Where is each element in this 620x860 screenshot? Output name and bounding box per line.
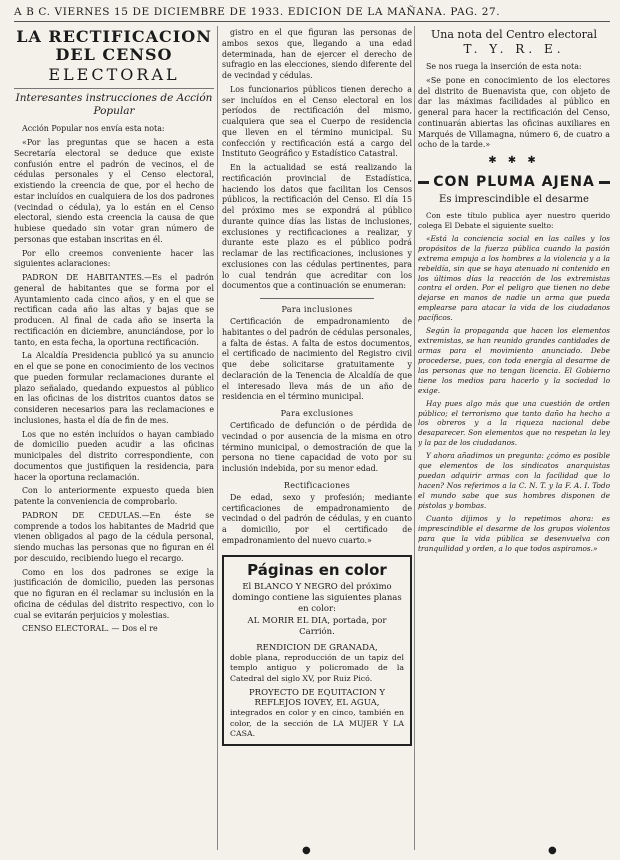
column-rule	[217, 26, 218, 850]
paragraph: «Está la conciencia social en las calles y los propósitos de la fuerza pública cuando la pasión extrema empuja a los hombres a la violencia y a la rebeldía, sin que se haya atenuado ni contenido en los últimos días la reacción de los extremistas contra el orden. Por el peligro que tienen no debe dejarse en manos de nadie un arma que pueda emplearse para atacar la vida de los ciudadanos pacíficos.	[418, 233, 610, 323]
note-subheading: T. Y. R. E.	[463, 42, 565, 56]
article-title: LA RECTIFICACION DEL CENSO	[16, 28, 212, 64]
paragraph: Acción Popular nos envía esta nota:	[22, 124, 165, 134]
banner-bar	[599, 181, 610, 184]
section-heading: Para exclusiones	[280, 409, 354, 418]
paragraph: PADRON DE HABITANTES.—Es el padrón general de habitantes que se forma por el Ayuntamiento cada cinco años, y en el que se rectifican cada año las altas y bajas que se producen. Al final de cada año se inserta la rectificación en diciembre, anunciándose, por lo tanto, en esta fecha, la oportuna rectificación.	[14, 273, 214, 347]
box-item-text: integrados en color y en cinco, también en color, de la sección de LA MUJER Y LA CASA.	[230, 708, 404, 739]
article-title-line2: ELECTORAL	[48, 65, 180, 85]
paragraph: Y ahora añadimos un pregunta: ¿cómo es posible que elementos de los sindicatos anarquistas puedan adquirir armas con la facilidad que lo hacen? Nos referimos a la C. N. T. y la F. A. I. Todo el mundo sabe que sus hombres disponen de pistolas y bombas.	[418, 451, 610, 510]
paragraph: Hay pues algo más que una cuestión de orden público; el terrorismo que tanto daño ha hecho a los obreros y a la riqueza nacional debe desaparecer. Son elementos que no respetan la ley y la paz de los ciudadanos.	[418, 398, 610, 448]
column-right	[418, 28, 610, 850]
box-item-heading: PROYECTO DE EQUITACION Y REFLEJOS IOVEY, EL AGUA,	[248, 688, 386, 709]
paragraph: Con lo anteriormente expuesto queda bien patente la conveniencia de comprobarlo.	[14, 486, 214, 507]
color-pages-box	[222, 555, 412, 746]
banner-bar	[418, 181, 429, 184]
paragraph: Con este título publica ayer nuestro querido colega El Debate el siguiente suelto:	[418, 211, 610, 230]
paragraph: «Se pone en conocimiento de los electores del distrito de Buenavista que, con objeto de dar las máximas facilidades al público en general para hacer la rectificación del Censo, continuarán abiertas las oficinas auxiliares en Marqués de Villamagna, número 6, de cuatro a ocho de la tarde.»	[418, 75, 610, 150]
paragraph: Cuanto dijimos y lo repetimos ahora: es imprescindible el desarme de los grupos violentos para que la vida pública se desenvuelva con tranquilidad y orden, a lo que todos aspiramos.»	[418, 513, 610, 553]
paragraph: Los que no estén incluídos o hayan cambiado de domicilio pueden acudir a las oficinas municipales del distrito correspondiente, con documentos que justifiquen la residencia, para hacer la oportuna reclamación.	[14, 429, 214, 482]
paragraph: Certificación de empadronamiento de habitantes o del padrón de cédulas personales, a falta de éstas. A falta de estos documentos, el certificado de nacimiento del Registro civil que debe solicitarse gratuitamente y declaración de la Tenencia de Alcaldía de que el interesado lleva más de un año de residencia en el término municipal.	[222, 317, 412, 402]
paragraph: De edad, sexo y profesión; mediante certificaciones de empadronamiento de vecindad o del padrón de cédulas, y en cuanto a domicilio, por el certificado de empadronamiento del nuevo cuarto.»	[222, 492, 412, 545]
paragraph: PADRON DE CEDULAS.—En éste se comprende a todos los habitantes de Madrid que vienen obligados al pago de la cédula personal, siendo muchas las personas que no figuran en él por descuido, recibiendo luego el recargo.	[14, 510, 214, 563]
page-mark: ●	[548, 845, 557, 856]
paragraph: Los funcionarios públicos tienen derecho a ser incluídos en el Censo electoral en los períodos de rectificación del mismo, cualquiera que sea el Cuerpo de residencia que lleven en el término municipal. Su confección y rectificación está a cargo del Instituto Geográfico y Estadístico Catastral.	[222, 84, 412, 159]
column-middle	[222, 28, 412, 850]
paragraph: Certificado de defunción o de pérdida de vecindad o por ausencia de la misma en otro término municipal, o demostración de que la persona no tiene capacidad de voto por su inclusión indebida, por su menor edad.	[222, 421, 412, 473]
paragraph: La Alcaldía Presidencia publicó ya su anuncio en el que se pone en conocimiento de los vecinos que pueden formular reclamaciones durante el plazo señalado, quedando expuestos al público en las oficinas de los distritos cuantos datos se consideren necesarios para las reclamaciones e inclusiones, hasta el día de fin de mes.	[14, 351, 214, 425]
paragraph: Por ello creemos conveniente hacer las siguientes aclaraciones:	[14, 248, 214, 269]
paragraph: Se nos ruega la inserción de esta nota:	[426, 62, 582, 71]
paragraph: Como en los dos padrones se exige la justificación de domicilio, pueden las personas que no figuran en él reclamar su inclusión en la oficina de cédulas del distrito respectivo, con lo cual se evitarán perjuicios y molestias.	[14, 567, 214, 620]
paragraph: «Por las preguntas que se hacen a esta Secretaría electoral se deduce que existe confusión entre el padrón de vecinos, el de cédulas personales y el Censo electoral, existiendo la creencia de que, por el hecho de estar incluídos en cualquiera de los dos padrones (vecindad o cédula), ya lo están en el Censo electoral, siendo esta creencia la causa de que hubiese quedado sin votar gran número de personas que estaban inscritas en él.	[14, 138, 214, 244]
banner-title: CON PLUMA AJENA	[433, 174, 595, 190]
paragraph: Según la propaganda que hacen los elementos extremistas, se han reunido grandes cantidades de armas para el movimiento anunciado. Debe procederse, pues, con toda energía al desarme de las personas que no tengan licencia. El Gobierno tiene los medios para hacerlo y la sociedad lo exige.	[418, 326, 610, 395]
box-item-text: doble plana, reproducción de un tapiz del templo antiguo y policromado de la Catedral del siglo XV, por Ruiz Picó.	[230, 652, 404, 683]
section-banner	[418, 174, 610, 190]
article-subhead: Interesantes instrucciones de Acción Popular	[14, 88, 214, 118]
separator	[260, 298, 374, 299]
page-mark: ●	[302, 845, 311, 856]
box-line: El BLANCO Y NEGRO del próximo domingo contiene las siguientes planas en color:	[232, 581, 402, 615]
section-heading: Rectificaciones	[283, 480, 351, 490]
paragraph: CENSO ELECTORAL. — Dos el re	[22, 624, 158, 634]
paragraph: En la actualidad se está realizando la rectificación provincial de Estadística, haciendo los datos que facilitan los Censos públicos, la rectificación del Censo. El día 15 del próximo mes se expondrá al público durante quince días las listas de inclusiones, exclusiones y rectificaciones a realizar, y durante este plazo es el público podrá reclamar de las rectificaciones, inclusiones y exclusiones con las cédulas pertinentes, para lo cual tendrán que acreditar con los documentos que a continuación se enumeran:	[222, 163, 412, 291]
column-left	[14, 28, 214, 850]
masthead: A B C. VIERNES 15 DE DICIEMBRE DE 1933. EDICION DE LA MAÑANA. PAG. 27.	[14, 6, 610, 22]
article-title: Es imprescindible el desarme	[439, 194, 589, 205]
ornament: ✱ ✱ ✱	[488, 155, 540, 166]
section-heading: Para inclusiones	[281, 305, 353, 314]
column-rule	[414, 26, 415, 850]
box-title: Páginas en color	[247, 560, 387, 579]
note-heading: Una nota del Centro electoral	[430, 28, 598, 41]
paragraph: gistro en el que figuran las personas de ambos sexos que, llegando a una edad determinada, han de ejercer el derecho de sufragio en las elecciones, siendo diferente del de vecindad y cédulas.	[222, 28, 412, 80]
box-line: AL MORIR EL DIA, portada, por Carrión.	[247, 615, 387, 638]
box-item-heading: RENDICION DE GRANADA,	[256, 642, 378, 653]
